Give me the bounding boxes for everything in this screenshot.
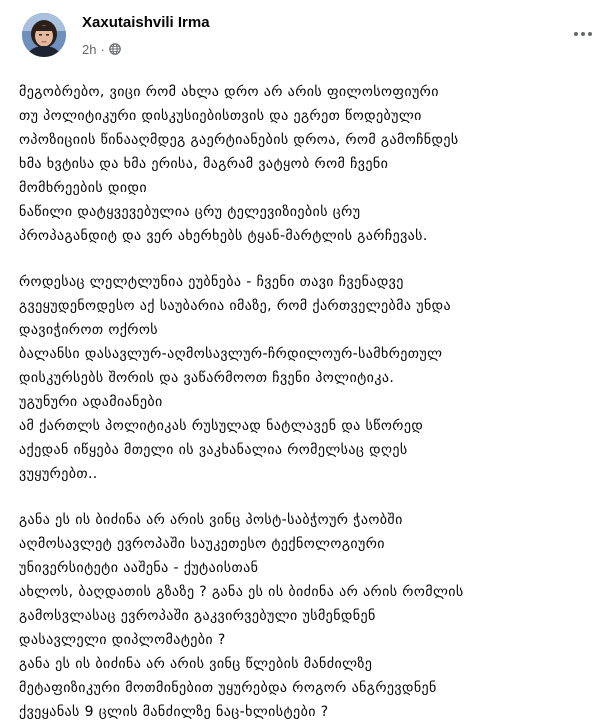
post-text-line: გვეყუდენოდესო აქ საუბარია იმაზე, რომ ქართველებმა უნდა [19,298,452,314]
post-text-line: მეტაფიზიკური მოთმინებით უყურებდა როგორ ანგრევდნენ [19,680,437,696]
post-text-line: როდესაც ლელტლუნია ეუბნება - ჩვენი თავი ჩვენადვე [19,274,404,290]
more-options-button[interactable] [565,20,601,48]
post-text-line: მომხრეების დიდი [19,180,147,196]
post-meta [82,40,121,58]
post-text-line: პროპაგანდიტ და ვერ ახერხებს ტყან-მარტლის გარჩევას. [19,228,428,244]
avatar-photo [22,13,66,57]
post-text-line: ბალანსი დასავლურ-აღმოსავლურ-ჩრდილოურ-სამხრეთულ [19,346,443,362]
post-text-line: დისკურსებს შორის და ვაწარმოოთ ჩვენი პოლიტიკა. [19,370,395,386]
post-text-line: თუ პოლიტიკური დისკუსიებისთვის და ეგრეთ წოდებული [19,108,422,124]
post-text-line: ხმა ხვტისა და ხმა ერისა, მაგრამ ვატყობ რომ ჩვენი [19,156,389,172]
post-text-line: ამ ქართლს პოლიტიკას რუსულად ნატლავენ და სწორედ [19,418,424,434]
post-text-line: აღმოსავლეტ ევროპაში საუკეთესო ტექნოლოგიური [19,536,385,552]
post-text-line: უნივერსიტეტი ააშენა - ქუტაისთან [19,560,259,576]
post-text-line: დასავლელი დიპლომატები ? [19,632,226,648]
globe-icon[interactable] [109,43,121,55]
more-dots-icon [573,31,593,37]
post-text-line: განა ეს ის ბიძინა არ არის ვინც წლების მანძილზე [19,656,373,672]
post-text-line: ქვეყანას 9 ცლის მანძილზე ნაც-ხლისტები ? [19,704,329,720]
post-text-line: მეგობრებო, ვიცი რომ ახლა დრო არ არის ფილოსოფიური [19,84,439,100]
post-text-line: ოპოზიციის წინააღმდეგ გაერტიანების დროა, რომ გამოჩნდეს [19,132,459,148]
post-text-line: ახლოს, ბაღდათის გზაზე ? განა ეს ის ბიძინა არ არის რომლის [19,584,464,600]
post-text-line: დავიჭიროთ ოქროს [19,322,158,338]
meta-separator: · [100,41,105,57]
post-text-line: განა ეს ის ბიძინა არ არის ვინც პოსტ-საბჭოურ ჭაობში [19,512,403,528]
post-timestamp[interactable]: 2h [82,41,97,57]
paragraph-gap [19,248,604,270]
post-body [19,80,604,724]
post-text-line: აქედან იწყება მთელი ის ვაკხანალია რომელსაც დღეს [19,442,408,458]
paragraph-gap [19,486,604,508]
author-avatar[interactable] [22,13,66,57]
author-name[interactable]: Xaxutaishvili Irma [82,14,210,31]
post-text-line: ნაწილი დატყვევებულია ცრუ ტელევიზიების ცრუ [19,204,361,220]
post-header [0,0,611,70]
post-text-line: ვუყურებთ.. [19,466,98,482]
post-text-line: გამოსვლასაც ევროპაში გაკვირვებული უსმენდნენ [19,608,376,624]
post-text-line: უგუნური ადამიანები [19,394,163,410]
